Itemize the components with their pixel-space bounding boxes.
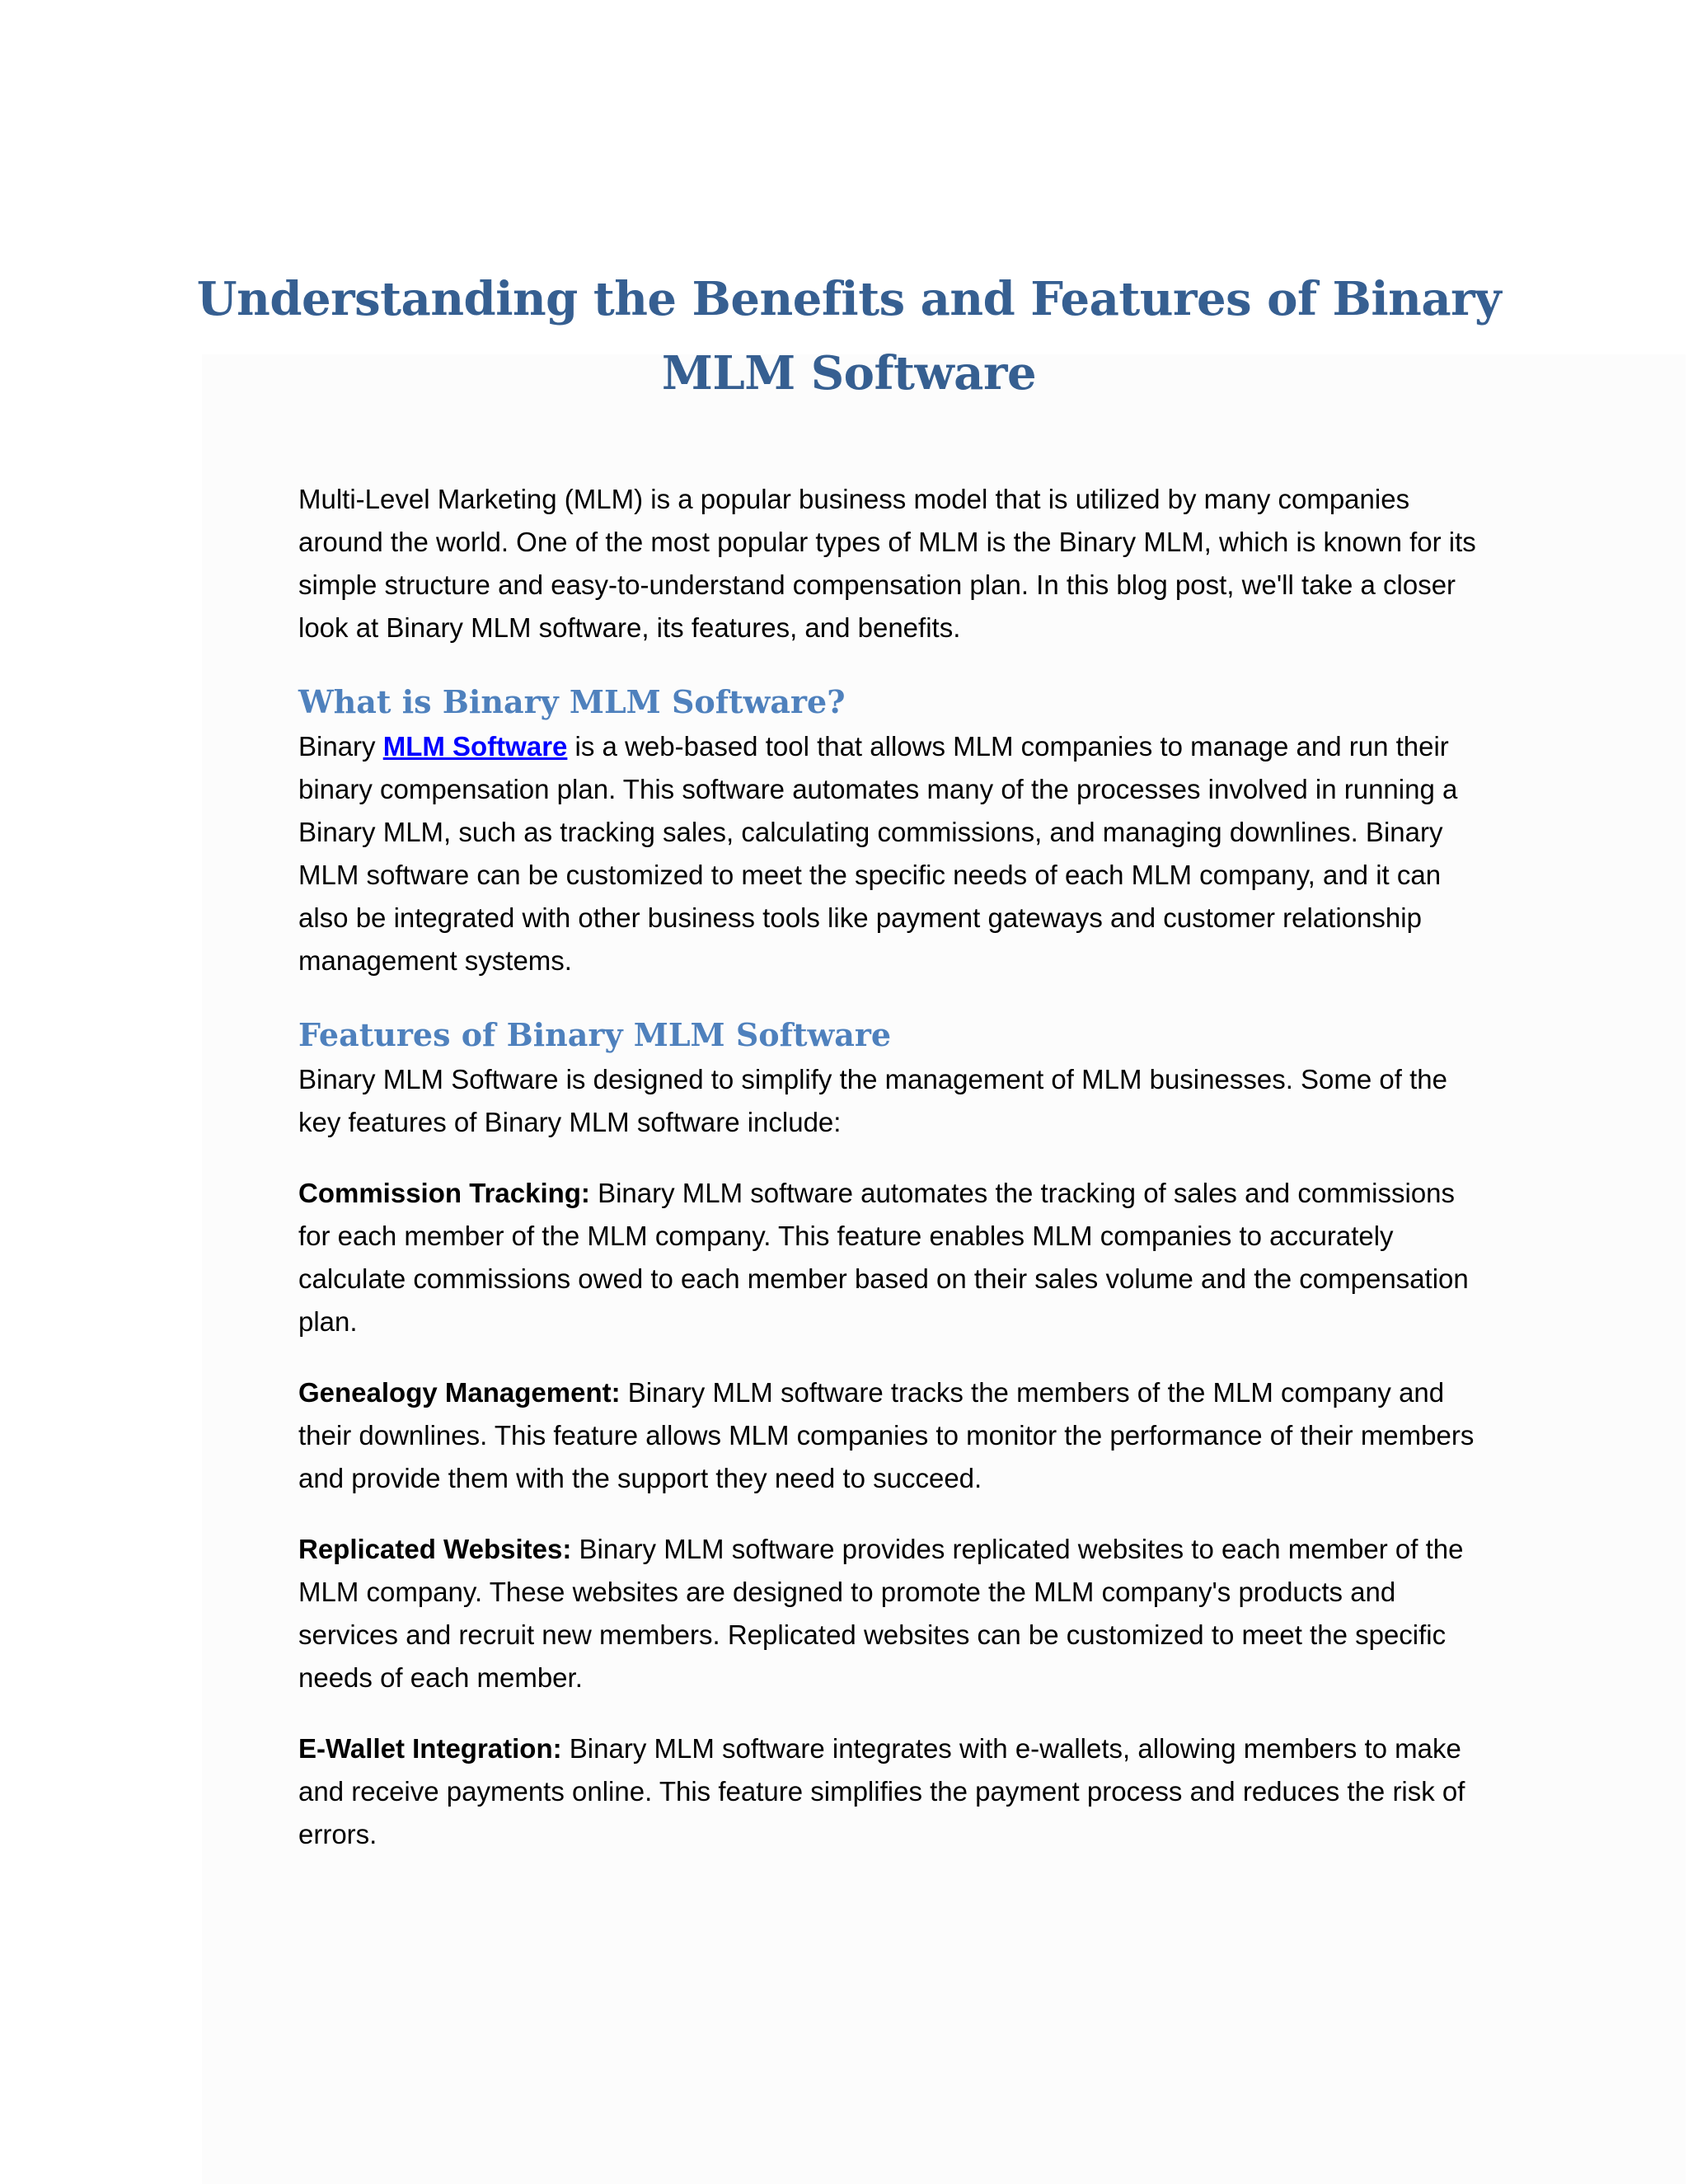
- section-features: [298, 1012, 1493, 1856]
- document-body: [298, 478, 1493, 1886]
- feature-item: [298, 1371, 1493, 1500]
- feature-item: [298, 1172, 1493, 1343]
- section-heading-what-is: What is Binary MLM Software?: [298, 683, 846, 720]
- document-title: Understanding the Benefits and Features of Binary MLM Software: [196, 272, 1502, 401]
- feature-text: Binary MLM software integrates with e-wallets, allowing members to make and receive payments online. This feature simplifies the payment process and reduces the risk of errors.: [298, 1733, 1465, 1849]
- section-heading-features: Features of Binary MLM Software: [298, 1016, 892, 1053]
- feature-label: Commission Tracking:: [298, 1178, 590, 1208]
- section-what-is: [298, 679, 1493, 982]
- paragraph-text-start: Binary: [298, 731, 383, 762]
- feature-text: Binary MLM software tracks the members of the MLM company and their downlines. This feature allows MLM companies to monitor the performance of their members and provide them with the support they need to succeed.: [298, 1377, 1475, 1493]
- feature-text: Binary MLM software provides replicated websites to each member of the MLM company. These websites are designed to promote the MLM company's products and services and recruit new members. Replicated websites can be customized to meet the specific needs of each member.: [298, 1534, 1464, 1693]
- feature-item: [298, 1727, 1493, 1856]
- section-what-is-paragraph: [298, 725, 1493, 982]
- feature-text: Binary MLM software automates the tracking of sales and commissions for each member of the MLM company. This feature enables MLM companies to accurately calculate commissions owed to each member based on their sales volume and the compensation plan.: [298, 1178, 1469, 1337]
- feature-item: [298, 1528, 1493, 1699]
- section-features-paragraph: Binary MLM Software is designed to simplify the management of MLM businesses. Some of the key features of Binary MLM software include:: [298, 1064, 1447, 1137]
- feature-label: E-Wallet Integration:: [298, 1733, 562, 1764]
- mlm-software-link[interactable]: MLM Software: [382, 731, 568, 762]
- intro-paragraph: Multi-Level Marketing (MLM) is a popular business model that is utilized by many companies around the world. One of the most popular types of MLM is the Binary MLM, which is known for its simple structure and easy-to-understand compensation plan. In this blog post, we'll take a closer look at Binary MLM software, its features, and benefits.: [298, 484, 1476, 643]
- paragraph-text-end: is a web-based tool that allows MLM companies to manage and run their binary compensation plan. This software automates many of the processes involved in running a Binary MLM, such as tracking sales, calculating commissions, and managing downlines. Binary MLM software can be customized to meet the specific needs of each MLM company, and it can also be integrated with other business tools like payment gateways and customer relationship management systems.: [298, 731, 1458, 976]
- feature-label: Genealogy Management:: [298, 1377, 621, 1408]
- feature-label: Replicated Websites:: [298, 1534, 572, 1564]
